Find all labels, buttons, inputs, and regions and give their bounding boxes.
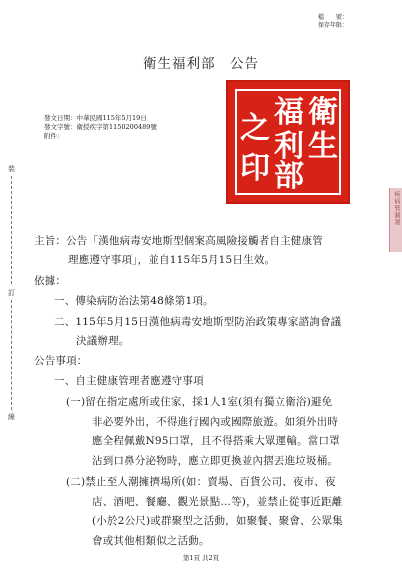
attachment-label: 附件： [44,132,64,140]
seal-char-1: 衛 [308,95,338,130]
document-title: 衛生福利部 公告 [143,56,259,72]
section-1-heading: 一、自主健康管理者應遵守事項 [54,375,204,387]
subject-line-1: 主旨：公告「漢他病毒安地斯型個案高風險接觸者自主健康管 [34,235,323,247]
issuance-metadata [44,114,157,141]
item-1-line-3: 應全程佩戴N95口罩，且不得搭乘大眾運輸。當口罩 [92,435,340,447]
side-receipt-stamp [389,188,402,252]
binding-line-lower [11,300,12,410]
seal-char-4: 利 [274,129,304,164]
retention-label: 保存年限： [318,22,349,29]
document-number: 發文字號：衛授疾字第1150200489號 [44,123,157,131]
item-2-line-1: (二)禁止至人潮擁擠場所(如：賣場、百貨公司、夜市、夜 [66,476,336,488]
basis-heading: 依據： [34,275,67,287]
file-number-label: 檔 號： [318,14,349,21]
subject-line-2: 理應遵守事項」，並自115年5月15日生效。 [68,254,276,266]
seal-char-6: 之 [240,111,270,146]
item-1-line-1: (一)留在指定處所或住家，採1人1室(須有獨立衛浴)避免 [66,396,333,408]
item-2-line-2: 店、酒吧、餐廳、觀光景點…等)，並禁止從事近距離 [92,496,343,508]
official-seal [226,80,350,204]
binding-mark-zhuang: 裝 [8,165,15,173]
basis-item-2-line-2: 決議辦理。 [76,335,130,347]
side-stamp-text: 疾病管制署 [393,191,400,226]
page-number: 第1頁 共2頁 [182,554,220,562]
seal-char-2: 生 [308,129,338,164]
basis-item-1: 一、傳染病防治法第48條第1項。 [54,295,214,307]
item-1-line-4: 沾到口鼻分泌物時，應立即更換並內摺丟進垃圾桶。 [92,455,339,467]
item-2-line-3: (小於2公尺)或群聚型之活動，如聚餐、聚會、公眾集 [92,515,343,527]
notice-heading: 公告事項： [34,355,88,367]
seal-char-7: 印 [240,151,270,186]
binding-mark-ding: 訂 [8,289,15,297]
binding-line-upper [11,176,12,284]
item-2-line-4: 會或其他相類似之活動。 [92,535,210,547]
issue-date: 發文日期：中華民國115年5月19日 [44,114,147,122]
filing-info [318,14,348,30]
seal-char-5: 部 [274,159,304,194]
item-1-line-2: 非必要外出，不得進行國內或國際旅遊。如須外出時 [92,416,339,428]
seal-char-3: 福 [274,95,304,130]
binding-mark-xian: 線 [8,413,15,421]
basis-item-2-line-1: 二、115年5月15日漢他病毒安地斯型防治政策專家諮詢會議 [54,316,342,328]
